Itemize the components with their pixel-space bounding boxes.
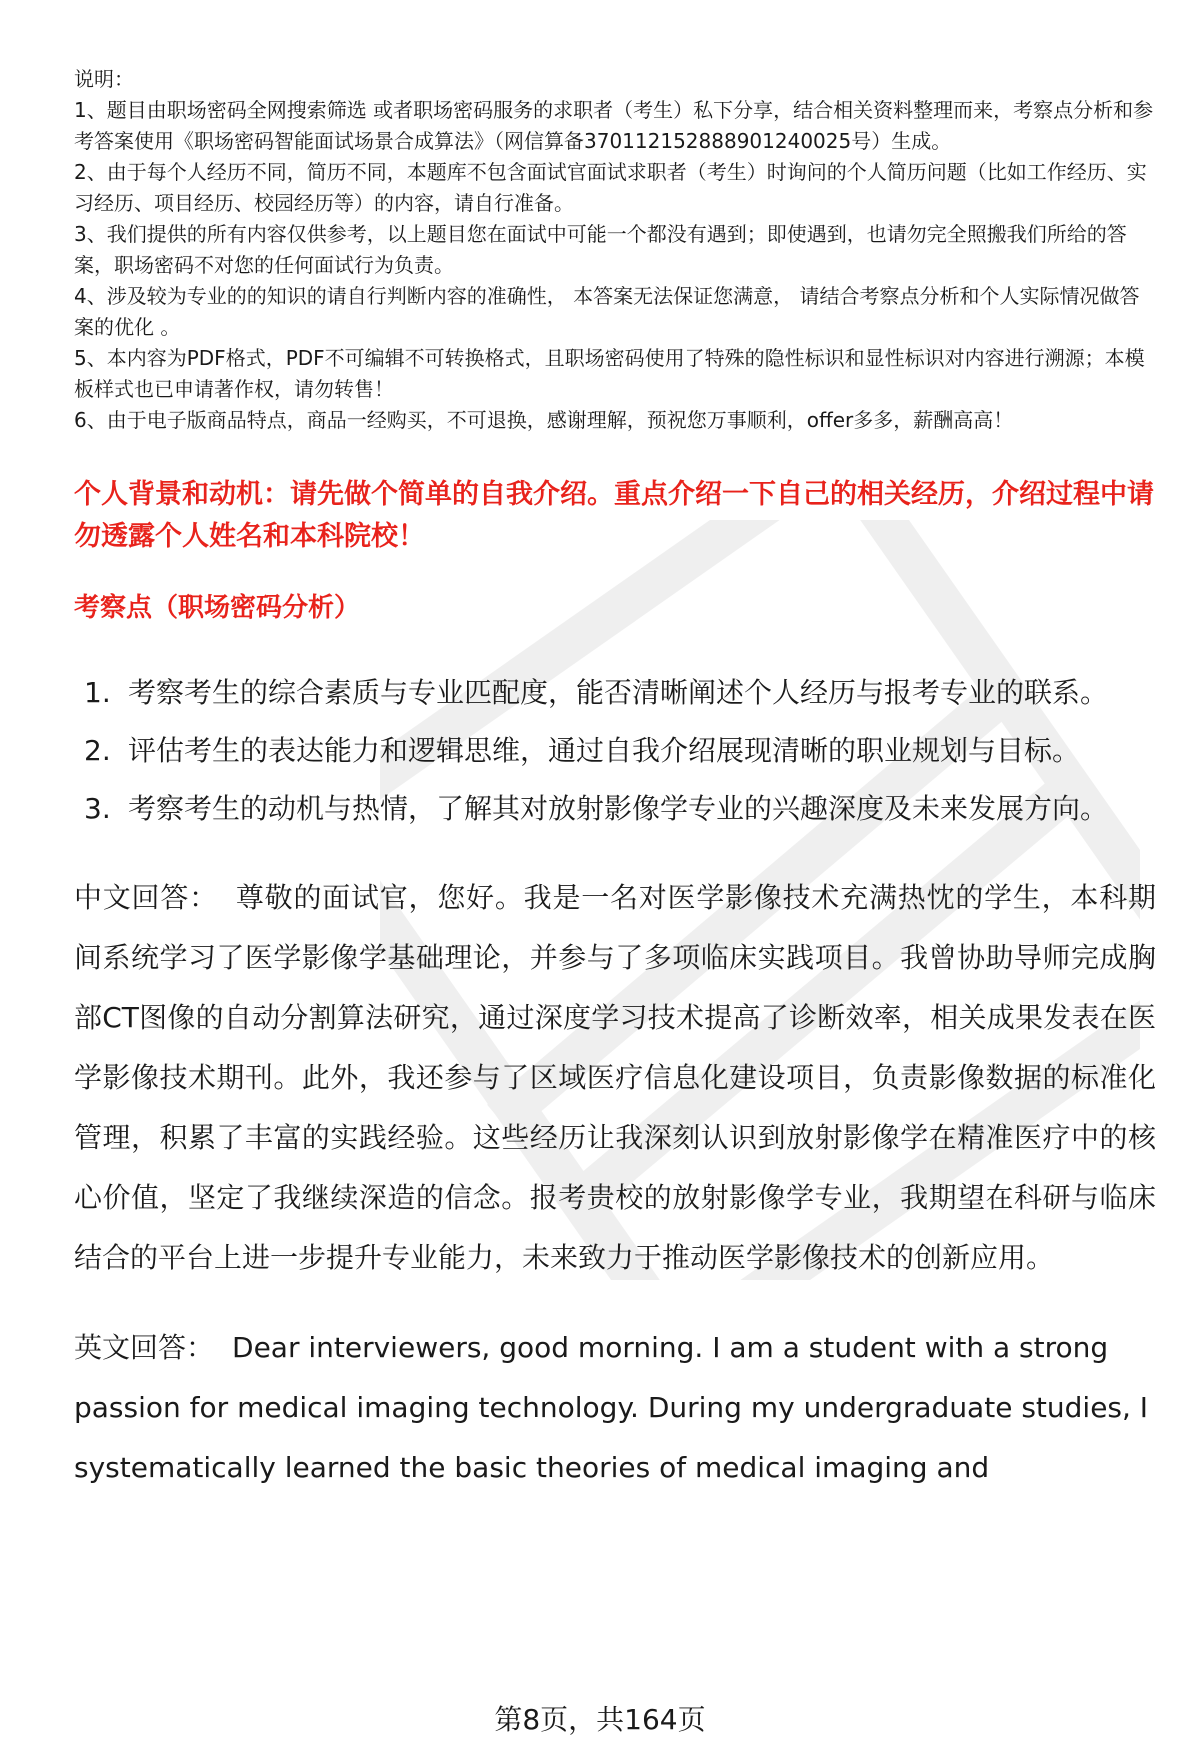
point-text: 考察考生的动机与热情，了解其对放射影像学专业的兴趣深度及未来发展方向。 bbox=[128, 792, 1109, 825]
point-text: 考察考生的综合素质与专业匹配度，能否清晰阐述个人经历与报考专业的联系。 bbox=[128, 676, 1109, 709]
chinese-answer-text: 尊敬的面试官，您好。我是一名对医学影像技术充满热忱的学生，本科期间系统学习了医学影像学基础理论，并参与了多项临床实践项目。我曾协助导师完成胸部CT图像的自动分割算法研究，通过深度学习技术提高了诊断效率，相关成果发表在医学影像技术期刊。此外，我还参与了区域医疗信息化建设项目，负责影像数据的标准化管理，积累了丰富的实践经验。这些经历让我深刻认识到放射影像学在精准医疗中的核心价值，坚定了我继续深造的信念。报考贵校的放射影像学专业，我期望在科研与临床结合的平台上进一步提升专业能力，未来致力于推动医学影像技术的创新应用。 bbox=[74, 881, 1156, 1274]
question-heading: 个人背景和动机：请先做个简单的自我介绍。重点介绍一下自己的相关经历，介绍过程中请勿透露个人姓名和本科院校！ bbox=[74, 479, 1154, 552]
page-footer: 第8页，共164页 bbox=[494, 1703, 706, 1736]
chinese-answer-label: 中文回答： bbox=[74, 881, 218, 914]
analysis-points bbox=[74, 664, 1156, 838]
point-number: 3. bbox=[84, 792, 111, 825]
point-number: 2. bbox=[84, 734, 111, 767]
note-item: 1、题目由职场密码全网搜索筛选 或者职场密码服务的求职者（考生）私下分享，结合相关资料整理而来，考察点分析和参考答案使用《职场密码智能面试场景合成算法》（网信算备370112152888901240025号）生成。 bbox=[74, 98, 1154, 153]
notes-title: 说明： bbox=[74, 67, 134, 91]
analysis-point bbox=[74, 780, 1156, 838]
analysis-heading: 考察点（职场密码分析） bbox=[74, 593, 361, 623]
note-item: 6、由于电子版商品特点，商品一经购买，不可退换，感谢理解，预祝您万事顺利，offer多多，薪酬高高！ bbox=[74, 408, 1014, 432]
note-item: 2、由于每个人经历不同，简历不同，本题库不包含面试官面试求职者（考生）时询问的个人简历问题（比如工作经历、实习经历、项目经历、校园经历等）的内容，请自行准备。 bbox=[74, 160, 1147, 215]
analysis-point bbox=[74, 722, 1156, 780]
english-answer bbox=[74, 1318, 1156, 1498]
chinese-answer bbox=[74, 868, 1156, 1288]
analysis-point bbox=[74, 664, 1156, 722]
english-answer-text: Dear interviewers, good morning. I am a student with a strong passion for medical imaging technology. During my undergraduate studies, I systematically learned the basic theories of medical imaging and bbox=[74, 1331, 1149, 1484]
point-text: 评估考生的表达能力和逻辑思维，通过自我介绍展现清晰的职业规划与目标。 bbox=[128, 734, 1081, 767]
point-number: 1. bbox=[84, 676, 111, 709]
note-item: 3、我们提供的所有内容仅供参考，以上题目您在面试中可能一个都没有遇到；即使遇到，也请勿完全照搬我们所给的答案，职场密码不对您的任何面试行为负责。 bbox=[74, 222, 1127, 277]
note-item: 5、本内容为PDF格式，PDF不可编辑不可转换格式，且职场密码使用了特殊的隐性标识和显性标识对内容进行溯源；本模板样式也已申请著作权，请勿转售！ bbox=[74, 346, 1145, 401]
english-answer-label: 英文回答： bbox=[74, 1331, 215, 1364]
document-page bbox=[74, 64, 1156, 1498]
note-item: 4、涉及较为专业的的知识的请自行判断内容的准确性， 本答案无法保证您满意， 请结合考察点分析和个人实际情况做答案的优化 。 bbox=[74, 284, 1140, 339]
